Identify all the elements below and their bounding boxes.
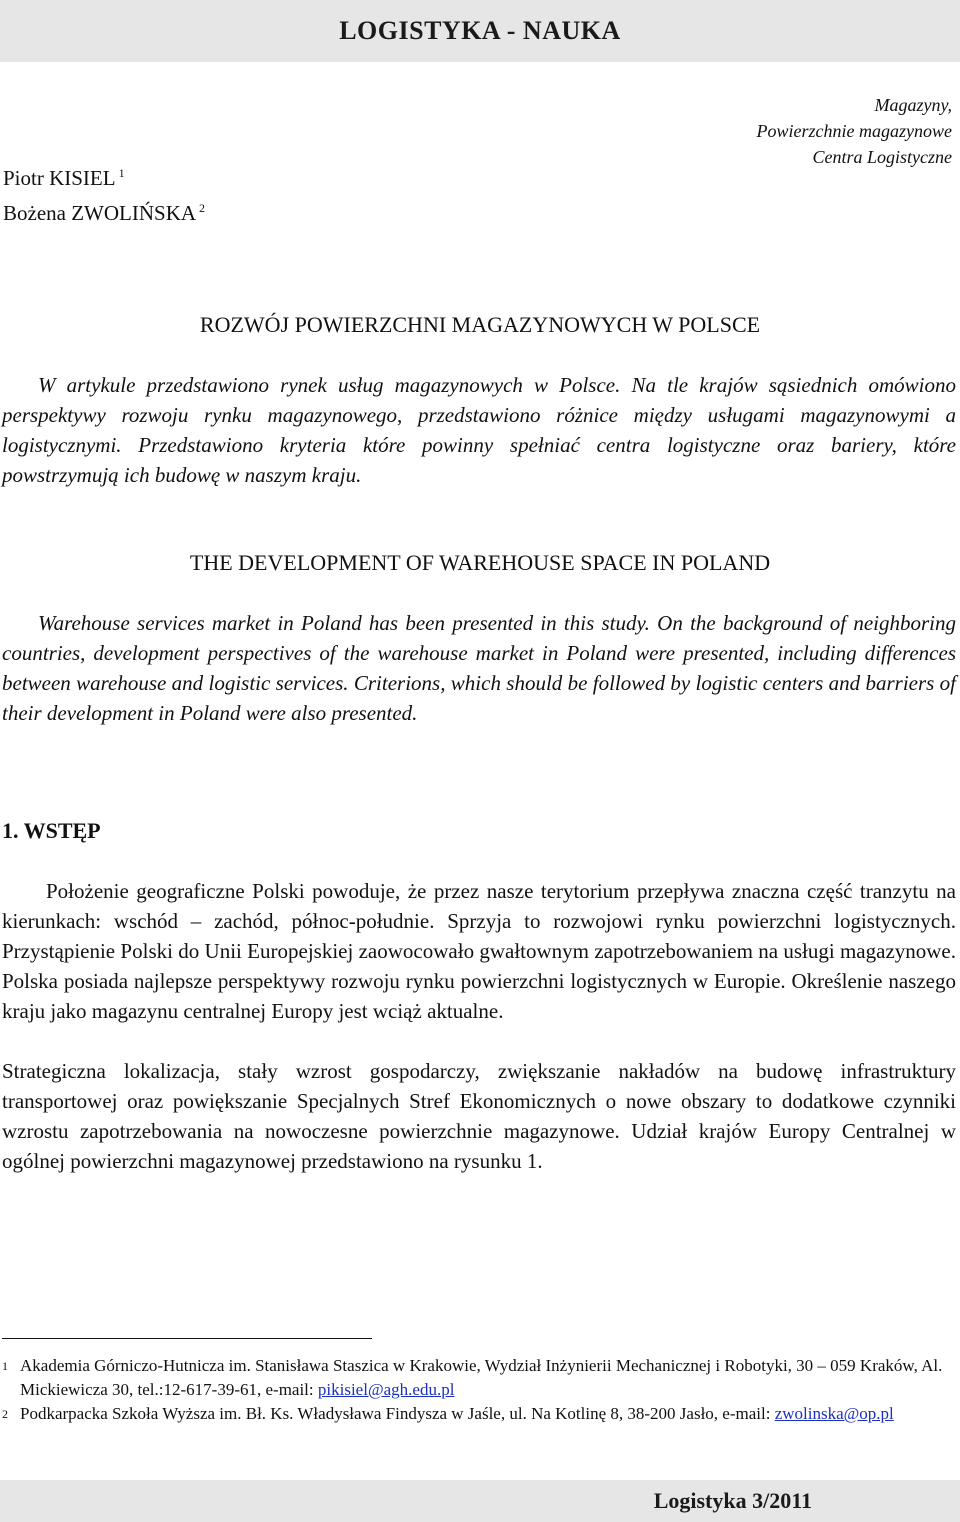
footnote-text: Akademia Górniczo-Hutnicza im. Stanisława Staszica w Krakowie, Wydział Inżynierii Mechanicznej i Robotyki, 30 – 059 Kraków, Al. Mickiewicza 30, tel.:12-617-39-61, e-mail: <box>20 1356 943 1399</box>
keywords-block <box>757 92 952 170</box>
footnote-number: 2 <box>2 1407 8 1421</box>
author-name: Bożena ZWOLIŃSKA <box>3 201 197 225</box>
keyword: Powierzchnie magazynowe <box>756 121 952 141</box>
author <box>3 193 205 228</box>
footnote <box>2 1402 960 1426</box>
paper-title-en: THE DEVELOPMENT OF WAREHOUSE SPACE IN POLAND <box>189 550 771 575</box>
body-paragraph: Strategiczna lokalizacja, stały wzrost gospodarczy, zwiększanie nakładów na budowę infrastruktury transportowej oraz powiększanie Specjalnych Stref Ekonomicznych o nowe obszary to dodatkowe czynniki wzrostu zapotrzebowania na nowoczesne powierzchnie magazynowe. Udział krajów Europy Centralnej w ogólnej powierzchni magazynowej przedstawiono na rysunku 1. <box>2 1059 956 1173</box>
author <box>3 158 205 193</box>
body-paragraph: Położenie geograficzne Polski powoduje, że przez nasze terytorium przepływa znaczna część tranzytu na kierunkach: wschód – zachód, północ-południe. Sprzyja to rozwojowi rynku powierzchni logistycznych. Przystąpienie Polski do Unii Europejskiej zaowocowało gwałtownym zapotrzebowaniem na usługi magazynowe. Polska posiada najlepsze perspektywy rozwoju rynku powierzchni logistycznych w Europie. Określenie naszego kraju jako magazynu centralnej Europy jest wciąż aktualne. <box>2 879 956 1023</box>
footnote-number: 1 <box>2 1359 8 1373</box>
footnote-text: Podkarpacka Szkoła Wyższa im. Bł. Ks. Władysława Findysza w Jaśle, ul. Na Kotlinę 8, 38-200 Jasło, e-mail: <box>20 1404 775 1423</box>
journal-header <box>0 0 960 62</box>
keyword: Magazyny, <box>874 95 952 115</box>
keyword: Centra Logistyczne <box>812 147 952 167</box>
author-name: Piotr KISIEL <box>3 166 116 190</box>
abstract-en: Warehouse services market in Poland has been presented in this study. On the background of neighboring countries, development perspectives of the warehouse market in Poland were presented, including differences between warehouse and logistic services. Criterions, which should be followed by logistic centers and barriers of their development in Poland were also presented. <box>2 611 956 725</box>
email-link[interactable]: pikisiel@agh.edu.pl <box>317 1380 455 1399</box>
abstract-pl: W artykule przedstawiono rynek usług magazynowych w Polsce. Na tle krajów sąsiednich omówiono perspektywy rozwoju rynku magazynowego, przedstawiono różnice między usługami magazynowymi a logistycznymi. Przedstawiono kryteria które powinny spełniać centra logistyczne oraz bariery, które powstrzymują ich budowę w naszym kraju. <box>2 373 956 487</box>
author-footnote-ref: 1 <box>118 166 125 180</box>
footnote <box>2 1354 960 1402</box>
authors-block <box>3 158 205 228</box>
paper-title-pl: ROZWÓJ POWIERZCHNI MAGAZYNOWYCH W POLSCE <box>199 312 761 337</box>
journal-title: LOGISTYKA - NAUKA <box>339 16 621 45</box>
journal-issue: Logistyka 3/2011 <box>653 1488 812 1513</box>
author-footnote-ref: 2 <box>199 201 206 215</box>
email-link[interactable]: zwolinska@op.pl <box>774 1404 894 1423</box>
footnote-divider <box>2 1338 372 1339</box>
journal-footer <box>0 1480 960 1522</box>
section-heading: 1. WSTĘP <box>2 818 101 843</box>
